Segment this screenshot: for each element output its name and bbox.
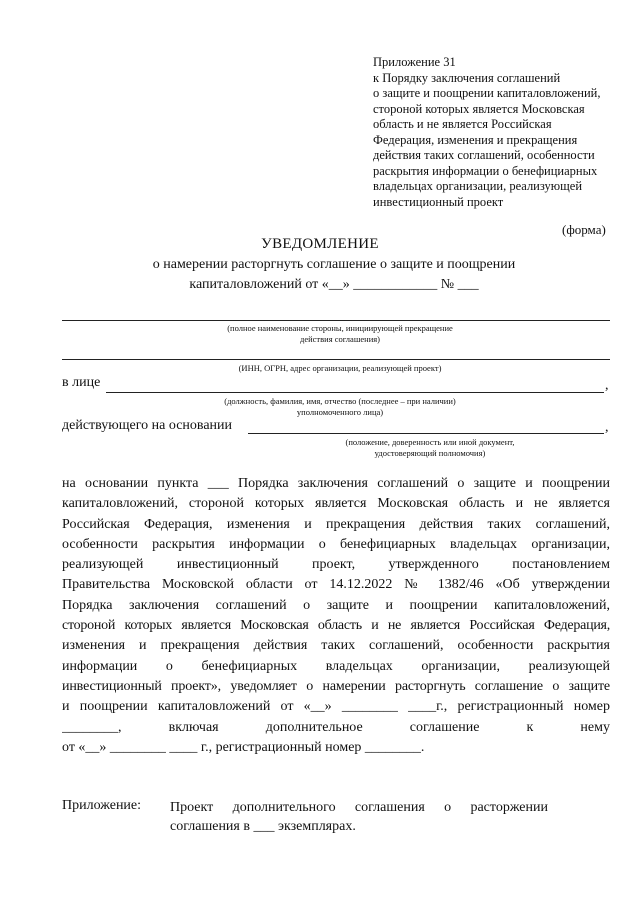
caption-line: уполномоченного лица) (296, 407, 384, 417)
basis-caption (280, 437, 580, 459)
caption-line: (полное наименование стороны, инициирующей прекращение (227, 323, 453, 333)
caption-line: удостоверяющий полномочия) (374, 448, 486, 458)
subtitle-line-1: о намерении расторгнуть соглашение о защите и поощрении (152, 257, 516, 272)
body-line: инвестиционный проект», уведомляет о намерении расторгнуть соглашение о защите (62, 678, 610, 694)
inn-caption: (ИНН, ОГРН, адрес организации, реализующей проект) (238, 363, 442, 373)
person-comma: , (605, 378, 609, 393)
appendix-line: стороной которых является Московская (373, 101, 585, 116)
subtitle-line-2: капиталовложений от «__» ____________ № ___ (189, 277, 479, 292)
attachment-line: соглашения в ___ экземплярах. (170, 819, 356, 834)
notification-body (62, 474, 610, 758)
appendix-line: о защите и поощрении капиталовложений, (373, 86, 601, 100)
body-line: Российская Федерация, изменения и прекращения действия таких соглашений, (62, 516, 610, 532)
basis-comma: , (605, 420, 609, 435)
person-field[interactable] (106, 392, 604, 393)
document-title: УВЕДОМЛЕНИЕ (261, 236, 379, 252)
body-line: стороной которых является Московская область и не является Российская Федерация, (62, 618, 610, 634)
body-line: на основании пункта ___ Порядка заключения соглашений о защите и поощрении (62, 476, 610, 491)
appendix-line: Федерация, изменения и прекращения (373, 132, 578, 147)
body-line: реализующей инвестиционный проект, утвержденного постановлением (62, 557, 610, 573)
appendix-line: Приложение 31 (373, 55, 456, 69)
caption-line: действия соглашения) (300, 334, 380, 344)
body-line: от «__» ________ ____ г., регистрационный номер ________. (62, 739, 425, 755)
body-line: информации о бенефициарных владельцах организации, реализующей (62, 658, 610, 674)
appendix-line: инвестиционный проект (373, 194, 504, 209)
caption-line: (положение, доверенность или иной документ, (345, 437, 515, 447)
form-label: (форма) (562, 222, 606, 237)
basis-label: действующего на основании (62, 418, 233, 433)
appendix-line: область и не является Российская (373, 117, 552, 131)
attachment-text (170, 798, 610, 836)
party-name-field[interactable] (62, 320, 610, 321)
body-line: Правительства Московской области от 14.12.2022 № 1382/46 «Об утверждении (62, 577, 610, 593)
attachment-line: Проект дополнительного соглашения о расторжении (170, 800, 548, 815)
body-line: капиталовложений, стороной которых является Московская область и не является (62, 496, 610, 512)
person-caption (150, 396, 530, 418)
caption-line: (должность, фамилия, имя, отчество (последнее – при наличии) (224, 396, 456, 406)
appendix-line: к Порядку заключения соглашений (373, 70, 561, 85)
inn-field[interactable] (62, 359, 610, 360)
appendix-line: владельцах организации, реализующей (373, 179, 583, 193)
attachment-label: Приложение: (62, 798, 142, 813)
body-line: изменения и прекращения действия таких соглашений, особенности раскрытия (62, 638, 610, 654)
body-line: особенности раскрытия информации о бенефициарных владельцах организации, (62, 536, 610, 552)
appendix-line: действия таких соглашений, особенности (373, 148, 595, 162)
body-line: ________, включая дополнительное соглашение к нему (62, 719, 610, 735)
appendix-header (373, 55, 623, 210)
body-line: и поощрении капиталовложений от «__» ________ ____г., регистрационный номер (62, 699, 610, 715)
body-line: Порядка заключения соглашений о защите и поощрении капиталовложений, (62, 597, 610, 613)
basis-field[interactable] (248, 433, 604, 434)
appendix-line: раскрытия информации о бенефициарных (373, 163, 598, 178)
party-name-caption (150, 323, 530, 345)
person-label: в лице (62, 375, 101, 390)
